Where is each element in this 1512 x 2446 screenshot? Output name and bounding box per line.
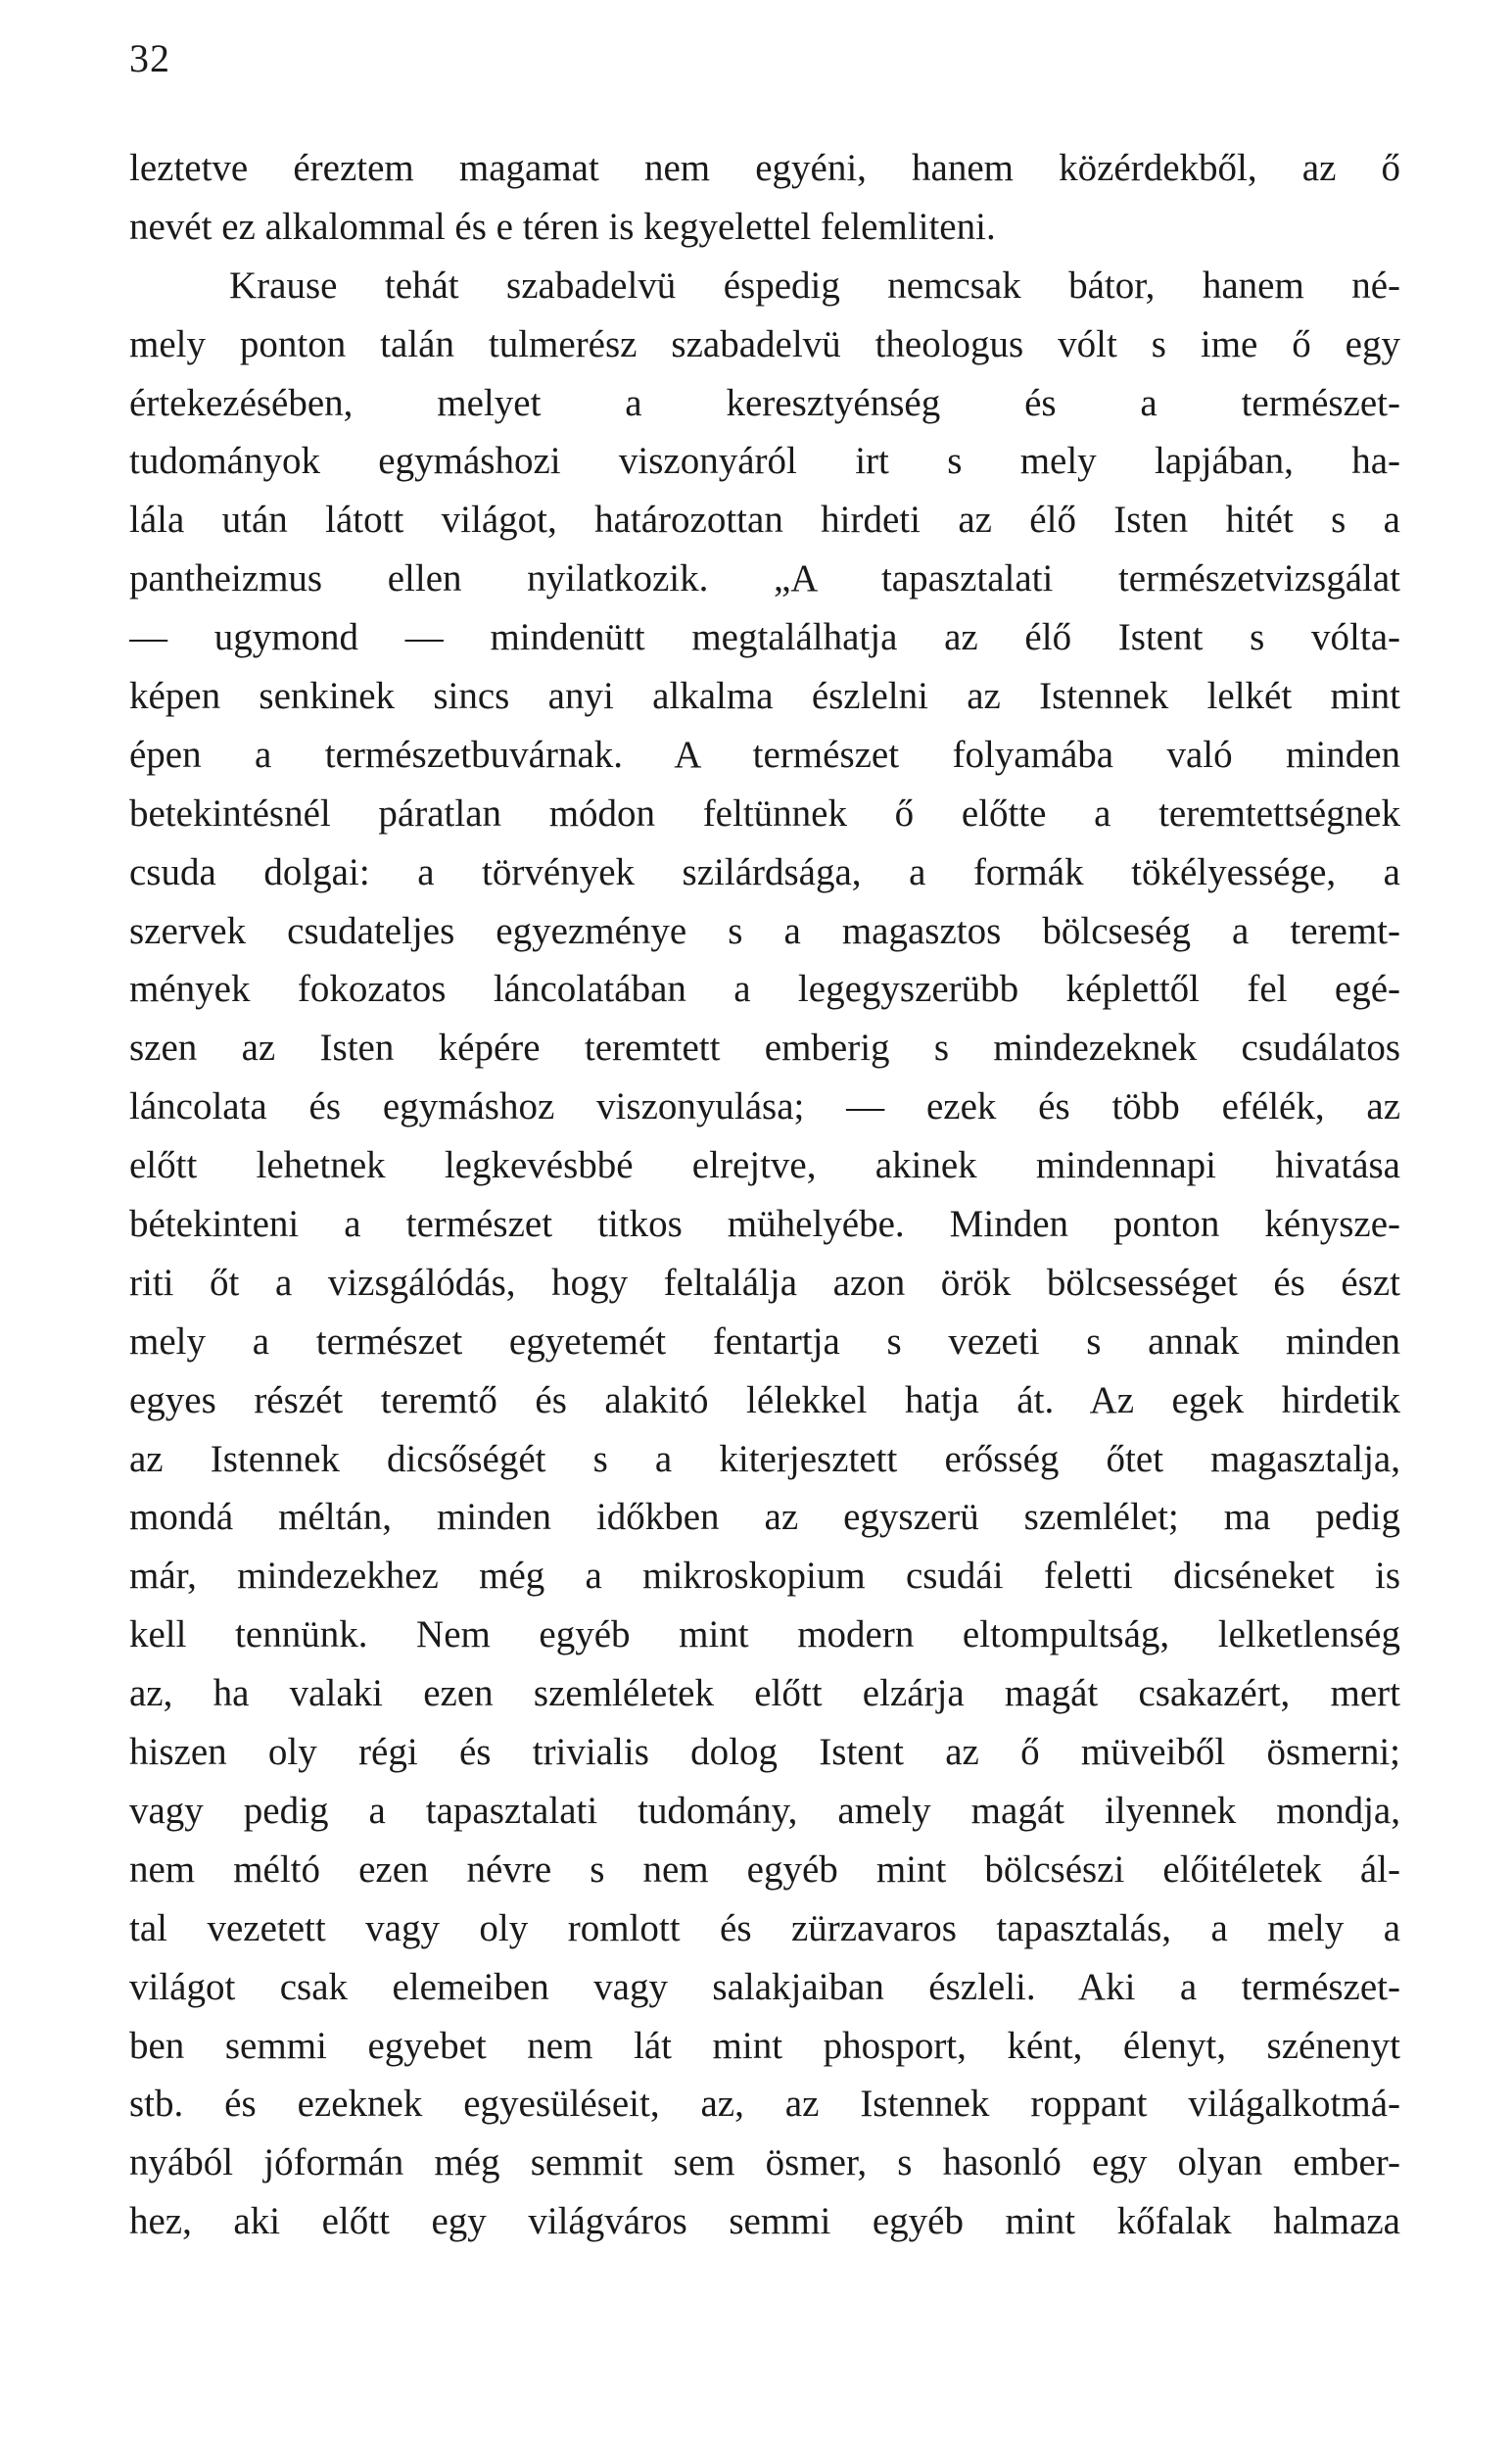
text-line-21: mely a természet egyetemét fentartja s vezeti s annak minden	[129, 1319, 1400, 1363]
text-line-35: nyából jóformán még semmit sem ösmer, s hasonló egy olyan ember-	[129, 2141, 1400, 2184]
text-line-22: egyes részét teremtő és alakitó lélekkel hatja át. Az egek hirdetik	[129, 1378, 1400, 1421]
text-line-20: riti őt a vizsgálódás, hogy feltalálja azon örök bölcsességet és észt	[129, 1261, 1400, 1304]
text-line-34: stb. és ezeknek egyesüléseit, az, az Istennek roppant világalkotmá-	[129, 2083, 1400, 2126]
text-line-33: ben semmi egyebet nem lát mint phosport, ként, élenyt, szénenyt	[129, 2024, 1400, 2067]
text-line-30: nem méltó ezen névre s nem egyéb mint bölcsészi előitéletek ál-	[129, 1847, 1400, 1891]
text-line-16: szen az Isten képére teremtett emberig s mindezeknek csudálatos	[129, 1027, 1400, 1070]
body-text	[129, 139, 1400, 2251]
text-line-19: bétekinteni a természet titkos mühelyébe. Minden ponton kénysze-	[129, 1203, 1400, 1246]
text-line-18: előtt lehetnek legkevésbbé elrejtve, akinek mindennapi hivatása	[129, 1144, 1400, 1187]
text-line-7: lála után látott világot, határozottan hirdeti az élő Isten hitét s a	[129, 499, 1400, 542]
page-number: 32	[129, 36, 170, 80]
text-line-13: csuda dolgai: a törvények szilárdsága, a formák tökélyessége, a	[129, 850, 1400, 893]
text-line-23: az Istennek dicsőségét s a kiterjesztett erősség őtet magasztalja,	[129, 1437, 1400, 1480]
text-line-36: hez, aki előtt egy világváros semmi egyéb mint kőfalak halmaza	[129, 2200, 1400, 2243]
text-line-28: hiszen oly régi és trivialis dolog Istent az ő müveiből ösmerni;	[129, 1731, 1400, 1774]
text-line-29: vagy pedig a tapasztalati tudomány, amely magát ilyennek mondja,	[129, 1789, 1400, 1832]
text-line-2: nevét ez alkalommal és e téren is kegyelettel felemliteni.	[129, 205, 996, 248]
text-line-11: épen a természetbuvárnak. A természet folyamába való minden	[129, 733, 1400, 776]
text-line-24: mondá méltán, minden időkben az egyszerü szemlélet; ma pedig	[129, 1496, 1400, 1539]
text-line-8: pantheizmus ellen nyilatkozik. „A tapasztalati természetvizsgálat	[129, 557, 1400, 600]
text-line-27: az, ha valaki ezen szemléletek előtt elzárja magát csakazért, mert	[129, 1672, 1400, 1715]
text-line-1: leztetve éreztem magamat nem egyéni, hanem közérdekből, az ő	[129, 147, 1400, 189]
text-line-32: világot csak elemeiben vagy salakjaiban észleli. Aki a természet-	[129, 1965, 1400, 2008]
text-line-5: értekezésében, melyet a keresztyénség és a természet-	[129, 381, 1400, 424]
text-line-10: képen senkinek sincs anyi alkalma észlelni az Istennek lelkét mint	[129, 675, 1400, 718]
text-line-4: mely ponton talán tulmerész szabadelvü theologus vólt s ime ő egy	[129, 322, 1400, 365]
text-line-14: szervek csudateljes egyezménye s a magasztos bölcseség a teremt-	[129, 909, 1400, 952]
text-line-26: kell tennünk. Nem egyéb mint modern eltompultság, lelketlenség	[129, 1613, 1400, 1656]
text-line-15: mények fokozatos láncolatában a legegyszerübb képlettől fel egé-	[129, 968, 1400, 1011]
text-line-25: már, mindezekhez még a mikroskopium csudái feletti dicséneket is	[129, 1555, 1400, 1598]
text-line-17: láncolata és egymáshoz viszonyulása; — ezek és több efélék, az	[129, 1085, 1400, 1128]
text-line-3: Krause tehát szabadelvü éspedig nemcsak bátor, hanem né-	[229, 264, 1400, 307]
text-line-9: — ugymond — mindenütt megtalálhatja az élő Istent s vólta-	[129, 616, 1400, 659]
text-line-12: betekintésnél páratlan módon feltünnek ő előtte a teremtettségnek	[129, 791, 1400, 835]
text-line-6: tudományok egymáshozi viszonyáról irt s mely lapjában, ha-	[129, 440, 1400, 483]
text-line-31: tal vezetett vagy oly romlott és zürzavaros tapasztalás, a mely a	[129, 1906, 1400, 1949]
